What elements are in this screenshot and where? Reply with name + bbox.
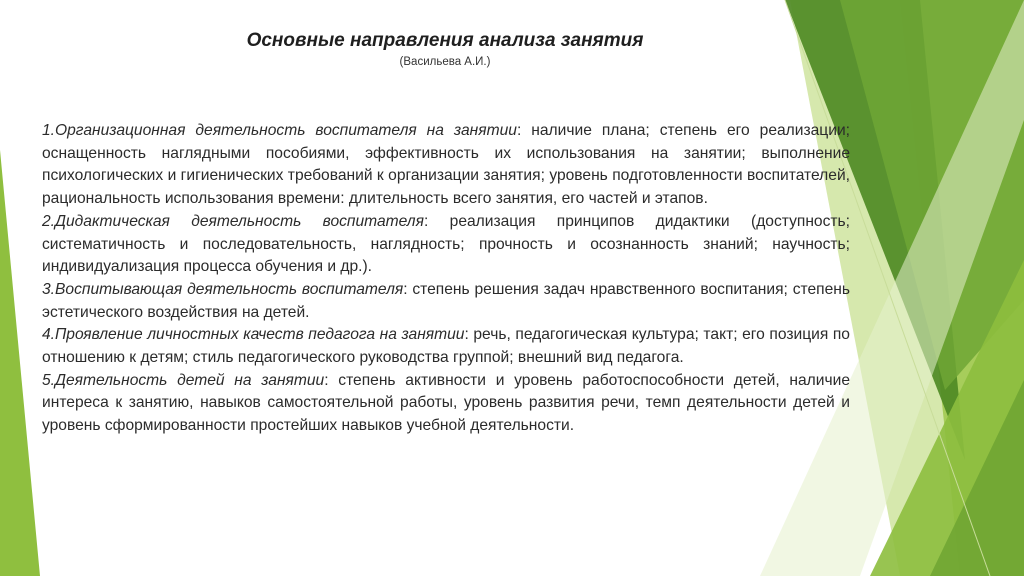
- list-item: [42, 211, 850, 279]
- item-text: : реализация принципов дидактики (доступность; систематичность и последовательность, наглядность; прочность и осознанность знаний; научность; индивидуализация процесса обучения и др.).: [42, 212, 850, 276]
- list-item: [42, 279, 850, 324]
- item-text: : наличие плана; степень его реализации; оснащенность наглядными пособиями, эффективность их использования на занятии; выполнение психологических и гигиенических требований к организации занятия; уровень подготовленности воспитателей, рациональность использования времени: длительность всего занятия, его частей и этапов.: [42, 122, 850, 208]
- slide-title: Основные направления анализа занятия: [246, 30, 644, 51]
- slide-subtitle: (Васильева А.И.): [399, 56, 491, 68]
- item-heading: 1.Организационная деятельность воспитателя на занятии: [42, 122, 517, 139]
- item-text: : степень решения задач нравственного воспитания; степень эстетического воздействия на детей.: [42, 280, 850, 321]
- item-heading: 3.Воспитывающая деятельность воспитателя: [42, 280, 404, 298]
- item-heading: 4.Проявление личностных качеств педагога на занятии: [42, 326, 465, 344]
- left-edge-shape: [0, 150, 40, 576]
- analysis-list: [42, 120, 850, 438]
- list-item: [42, 120, 850, 211]
- item-heading: 5.Деятельность детей на занятии: [42, 371, 325, 389]
- list-item: [42, 370, 850, 438]
- item-text: : речь, педагогическая культура; такт; его позиция по отношению к детям; стиль педагогического руководства группой; внешний вид педагога.: [42, 326, 850, 367]
- list-item: [42, 324, 850, 369]
- item-heading: 2.Дидактическая деятельность воспитателя: [42, 212, 424, 230]
- item-text: : степень активности и уровень работоспособности детей, наличие интереса к занятию, навыков самостоятельной работы, уровень развития речи, темп деятельности детей и уровень сформированности простейших навыков учебной деятельности.: [42, 371, 850, 435]
